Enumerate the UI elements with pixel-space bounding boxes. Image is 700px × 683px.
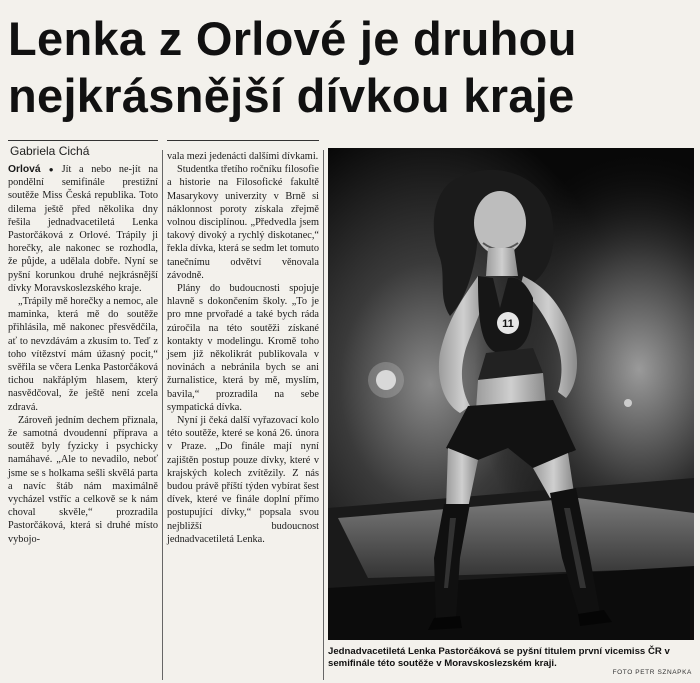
byline: Gabriela Cichá (10, 144, 90, 158)
photo-contestant (328, 148, 694, 640)
dateline: Orlová (8, 164, 41, 175)
paragraph: Studentka třetího ročníku filosofie a historie na Filosofické fakultě Masarykovy univerzity v Brně si náklonnost poroty získala zřejmě volnou disciplínou. „Předvedla jsem takový divoký a rychlý diskotanec,“ řekla dívka, která se sedm let tomuto tanečnímu odvětví věnovala závodně. (167, 164, 319, 281)
paragraph: „Trápily mě horečky a nemoc, ale maminka, která mě do soutěže přihlásila, mě nakonec přesvědčila, ať to nevzdávám a zkusím to. Teď z toho vítězství mám úžasný pocit,“ svěřila se včera Lenka Pastorčáková tichou nakřáplým hlasem, který nasvědčoval, že ještě není zcela zdravá. (8, 296, 158, 413)
article-column-2 (167, 150, 319, 546)
paragraph: Nyní ji čeká další vyřazovací kolo této soutěže, které se koná 26. února v Praze. „Do finále mají nyní zajištěn postup pouze dívky, které v krajských kolech zvítězily. Z nás budou právě příští týden vybírat šest dívek, které ve finále doplní přímo postupující dívky,“ popsala svou nejbližší budoucnost jednadvacetiletá Lenka. (167, 415, 319, 545)
badge-number: 11 (502, 318, 514, 330)
column-top-rule (8, 140, 158, 141)
paragraph: Plány do budoucnosti spojuje hlavně s dokončením školy. „To je pro mne prvořadé a také bych ráda zúročila na této soutěži získané kontakty v modelingu. Kromě toho jsem již několikrát publikovala v novinách a nebránila bych se ani žurnalistice, která by mě, myslím, bavila,“ prozradila na sebe sympatická dívka. (167, 283, 319, 413)
article-column-1 (8, 163, 158, 546)
photo-illustration (328, 148, 694, 640)
paragraph: Zároveň jedním dechem přiznala, že samotná dvoudenní příprava a soutěž byly fyzicky i psychicky namáhavé. „Ale to nevadilo, neboť jsme se s holkama sešli skvělá parta a navíc štáb nám maximálně vycházel vstříc a celkově se k nám choval skvěle,“ prozradila Pastorčáková, která si druhé místo vybojo- (8, 414, 158, 545)
paragraph (8, 163, 158, 295)
photo-caption: Jednadvacetiletá Lenka Pastorčáková se pyšní titulem první vicemiss ČR v semifinále této soutěže v Moravskoslezském kraji. (328, 646, 670, 669)
paragraph: vala mezi jedenácti dalšími dívkami. (167, 151, 319, 162)
column-top-rule (167, 140, 319, 141)
headline-line-1: Lenka z Orlové je druhou (8, 12, 577, 65)
headline (8, 10, 692, 124)
headline-line-2: nejkrásnější dívkou kraje (8, 69, 575, 122)
paragraph-text: Jít a nebo ne-jít na pondělní semifinále prestižní soutěže Miss Česká republika. Toto dilema ještě před několika dny řešila jednadvacetiletá Lenka Pastorčáková z Orlové. Trápily ji horečky, ale nakonec se rozhodla, že půjde, a udělala dobře. Nyní se pyšní korunkou druhé nejkrásnější dívky Moravskoslezského kraje. (8, 164, 158, 294)
column-divider (323, 150, 324, 680)
column-divider (162, 150, 163, 680)
bullet-icon: ● (43, 165, 59, 174)
photo-credit: FOTO PETR SZNAPKA (612, 669, 692, 676)
